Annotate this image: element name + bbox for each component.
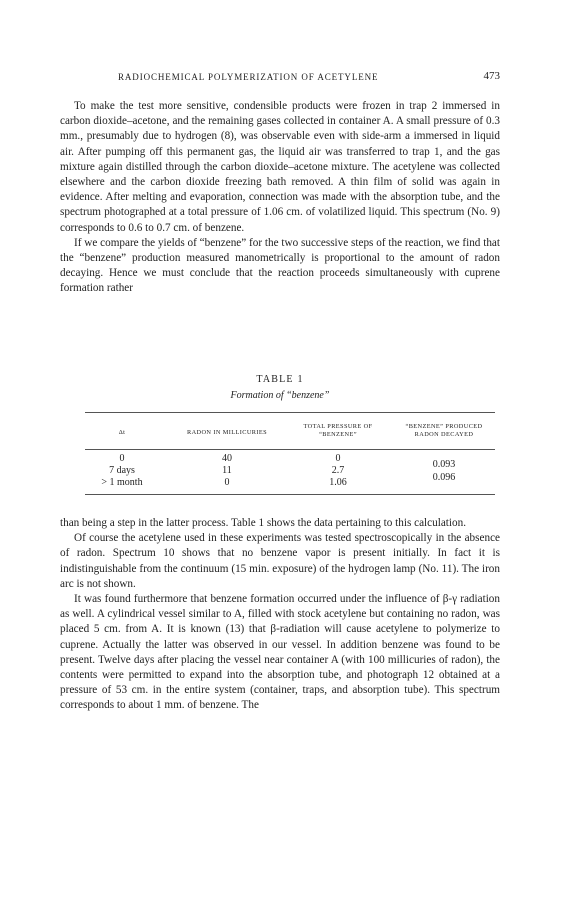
table-cell: 1.06 — [329, 477, 347, 488]
table-top-rule — [85, 412, 495, 413]
body-text-top — [60, 99, 500, 297]
paragraph: Of course the acetylene used in these experiments was tested spectroscopically in the absence of radon. Spectrum 10 shows that no benzene vapor is present initially. In fact it is indistinguishable from the continuum (15 min. exposure) of the hydrogen lamp (No. 11). The iron arc is not shown. — [60, 532, 500, 590]
column-header-delta-t: Δt — [118, 429, 126, 436]
table-cell: 0 — [119, 453, 125, 464]
table-cell: 40 — [222, 453, 232, 464]
paragraph: It was found furthermore that benzene formation occurred under the influence of β-γ radiation as well. A cylindrical vessel similar to A, filled with stock acetylene but containing no radon, was placed 5 cm. from A. It is known (13) that β-radiation will cause acetylene to polymerize to cuprene. Actually the latter was observed in our vessel. In addition benzene was found to be present. Twelve days after placing the vessel near container A (with 100 millicuries of radon), the contents were permitted to expand into the absorption tube, and photograph 12 obtained at a pressure of 53 cm. in the entire system (container, traps, and absorption tube). This spectrum corresponds to about 1 mm. of benzene. The — [60, 593, 500, 712]
paragraph: than being a step in the latter process. Table 1 shows the data pertaining to this calculation. — [60, 517, 466, 529]
paragraph: If we compare the yields of “benzene” for the two successive steps of the reaction, we find that the “benzene” production measured manometrically is proportional to the amount of radon decaying. Hence we must conclude that the reaction proceeds simultaneously with cuprene formation rather — [60, 236, 500, 295]
table-header-rule — [85, 449, 495, 450]
table-cell: 0 — [335, 453, 341, 464]
table-bottom-rule — [85, 494, 495, 495]
running-header — [60, 70, 500, 86]
table-cell: 7 days — [109, 465, 135, 476]
body-text-bottom — [60, 516, 500, 714]
column-header-ratio: “BENZENE” PRODUCED RADON DECAYED — [405, 423, 483, 438]
ratio-cell: 0.093 — [432, 459, 456, 470]
table-cell: > 1 month — [101, 477, 143, 488]
column-header-radon: RADON IN MILLICURIES — [186, 429, 268, 436]
column-header-pressure: TOTAL PRESSURE OF “BENZENE” — [303, 423, 373, 438]
table-cell: 2.7 — [331, 465, 345, 476]
table-title: TABLE 1 — [256, 374, 304, 385]
table-cell: 0 — [224, 477, 230, 488]
paragraph: To make the test more sensitive, condensible products were frozen in trap 2 immersed in carbon dioxide–acetone, and the remaining gases collected in container A. A small pressure of 0.3 mm., presumably due to hydrogen (8), was observable even with side-arm a immersed in liquid air. After pumping off this permanent gas, the liquid air was transferred to trap 1, and the gas mixture again distilled through the carbon dioxide–acetone mixture. The acetylene was collected elsewhere and the carbon dioxide freezing bath removed. A thin film of solid was again in evidence. After melting and evaporation, connection was made with the absorption tube, and the spectrum photographed at a total pressure of 1.06 cm. of volatilized liquid. This spectrum (No. 9) corresponds to 0.6 to 0.7 cm. of benzene. — [60, 100, 500, 234]
ratio-cell: 0.096 — [432, 472, 456, 483]
page-number: 473 — [483, 70, 500, 82]
table-cell: 11 — [222, 465, 232, 476]
running-title: RADIOCHEMICAL POLYMERIZATION OF ACETYLENE — [118, 72, 379, 82]
table-caption: Formation of “benzene” — [230, 390, 330, 401]
